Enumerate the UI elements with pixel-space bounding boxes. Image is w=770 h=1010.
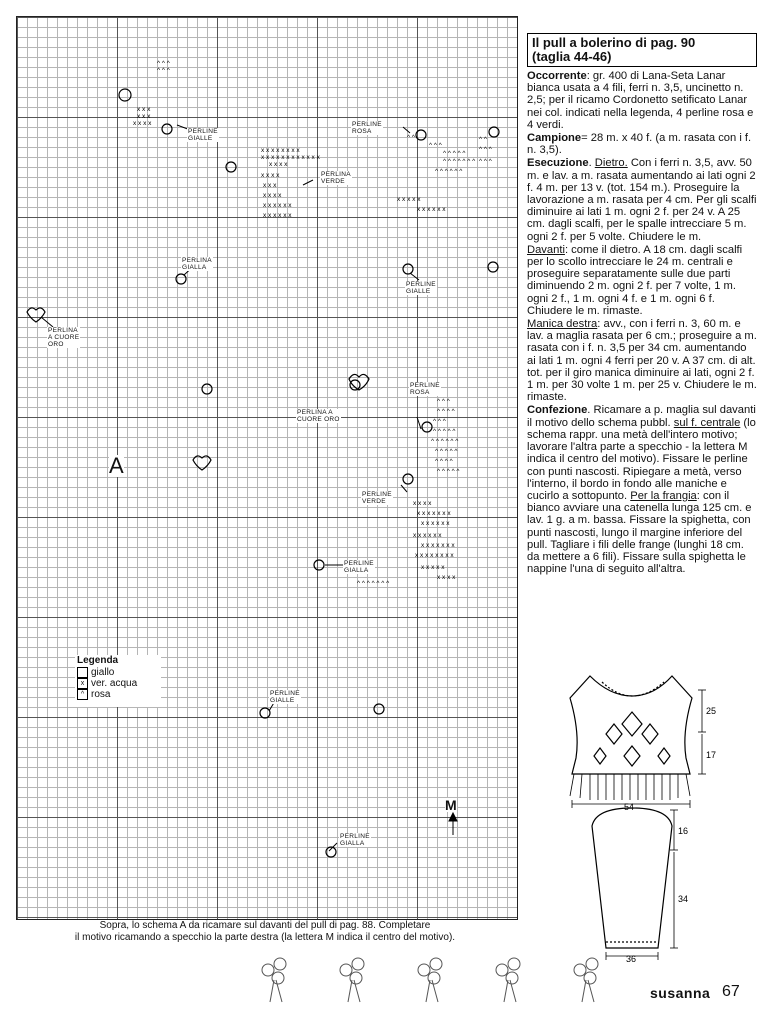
confezione-label: Confezione [527,404,588,417]
legend-label: rosa [91,689,111,700]
svg-text:x x x x x: x x x x x [421,564,445,571]
svg-text:x x x x x x: x x x x x x [421,520,450,527]
svg-text:x x x: x x x [263,182,277,189]
chart-symbols [17,17,517,919]
svg-text:^ ^ ^ ^: ^ ^ ^ ^ [435,458,453,465]
label-perlina-gialla: PERLINA GIALLA [182,257,212,271]
svg-text:x x x x: x x x x [261,172,280,179]
neckline [602,682,664,696]
label-perline-verde: PERLINE VERDE [362,491,392,505]
bead-circle [489,127,499,137]
frangia-text: : con il bianco avviare una catenella lunga 125 cm. e lav. 1 g. a m. bassa. Fissare la spighetta, con punti nascosti, lungo il margine inferiore del pull. Tagliare i fili delle frange (lunghi 18 cm. da mettere a 6 fili). Fissare sulla spighetta le nappine l'una di seguito all'altra. [527,489,752,576]
svg-text:x x x x x x: x x x x x x [413,532,442,539]
heart-shape [193,456,211,470]
label-perline-gialle: PERLINE GIALLE [188,128,218,142]
svg-text:x x x x: x x x x [413,500,432,507]
esecuzione-paragraph: Esecuzione. Dietro. Con i ferri n. 3,5, avv. 50 m. e lav. a m. rasata aumentando ai lati ogni 2 f. 4 m. per 13 v. (tot. 154 m.). Proseguire la lavorazione a m. rasata per 4 cm. Per gli scalfi diminuire ai lati 1 m. ogni 2 f. per 24 v. A 25 cm. dagli scalfi, per le spalle intrecciare 5 m. ogni 2 f. per 5 volte. Chiudere le m. [527,157,757,243]
svg-text:^ ^ ^ ^ ^: ^ ^ ^ ^ ^ [437,468,460,475]
bead-circle [226,162,236,172]
dietro-label: Dietro. [594,157,628,170]
svg-text:x x x x x x x x: x x x x x x x x [415,552,454,559]
svg-text:^ ^ ^: ^ ^ ^ [479,158,492,165]
svg-text:^ ^: ^ ^ [479,136,487,143]
svg-text:x x x x x x x: x x x x x x x [421,542,455,549]
svg-text:^ ^ ^ ^ ^ ^ ^: ^ ^ ^ ^ ^ ^ ^ [443,158,476,165]
davanti-text: : come il dietro. A 18 cm. dagli scalfi per lo scollo intrecciare le 24 m. centrali e proseguire separatamente sulle due parti diminuendo 2 m. ogni 2 f. per 7 volte, 1 m. ogni 2 f., 1 m. ogni 4 f. e 1 m. ogni 6 f. Chiudere le m. rimaste. [527,243,743,317]
bolero-outline [570,676,692,774]
garment-diagrams [540,662,740,972]
davanti-paragraph [527,244,757,317]
confezione-underline: sul f. centrale [673,416,741,429]
dim-34: 34 [678,894,689,904]
motif-diamond [594,748,606,764]
campione-text: = 28 m. x 40 f. (a m. rasata con i f. n. 3,5). [527,132,752,157]
label-perline-gialla: PERLINE GIALLA [344,560,374,574]
confezione-text: (lo schema rappr. una metà dell'intero motivo; lavorare l'altra parte a specchio - la lettera M indica il centro del motivo). Fissare le perline con punti nascosti. Ripiegare a metà, verso l'interno, il bordo in fondo alle maniche e cucirlo a sottopunto. [527,416,756,502]
legend-title: Legenda [77,655,119,666]
svg-text:^ ^ ^ ^ ^ ^ ^: ^ ^ ^ ^ ^ ^ ^ [357,580,390,587]
svg-text:x x x x x: x x x x x [397,196,421,203]
bead-circle [350,380,360,390]
occorrente-text: : gr. 400 di Lana-Seta Lanar bianca usata a 4 fili, ferri n. 3,5, uncinetto n. 2,5; per il ricamo Cordonetto setificato Lanar nei col. indicati nella legenda, 4 perline rosa e 4 verdi. [527,70,754,131]
label-perlina-cuore-oro: PERLINA A CUORE ORO [48,327,80,348]
title-line: Il pull a bolerino di pag. 90 [532,35,696,50]
occorrente-paragraph [527,70,757,131]
chart-letter-a: A [109,453,124,478]
bead-circle [176,274,186,284]
dim-16: 16 [678,826,689,836]
svg-text:x x x x: x x x x [269,161,288,168]
davanti-label: Davanti [527,243,565,256]
svg-text:x x x x x x: x x x x x x [263,212,292,219]
fringe [570,774,690,800]
svg-text:^ ^ ^: ^ ^ ^ [157,67,170,74]
heart-shape [27,308,45,322]
svg-text:x x x x: x x x x [263,192,282,199]
bead-circle [202,384,212,394]
svg-text:x x x x x x x x x x x x: x x x x x x x x x x x x [261,154,320,161]
bead-circle [403,474,413,484]
confezione-text: . Ricamare a p. maglia sul davanti il motivo dello schema pubbl. [527,404,756,429]
bead-circle [403,264,413,274]
legend-item [77,678,161,689]
dim-25: 25 [706,706,717,716]
dietro-text: Con i ferri n. 3,5, avv. 50 m. e lav. a m. rasata aumentando ai lati ogni 2 f. 4 m. per 13 v. (tot. 154 m.). Proseguire la lavorazione a m. rasata per 4 cm. Per gli scalfi diminuire ai lati 1 m. ogni 2 f. per 24 v. A 25 cm. dagli scalfi, per le spalle intrecciare 5 m. ogni 2 f. per 5 volte. Chiudere le m. [527,157,757,243]
legend-label: ver. acqua [91,678,138,689]
bead-circle [119,89,131,101]
legend-symbol: ^ [77,689,88,700]
bead-circle [260,708,270,718]
motif-diamond [658,748,670,764]
page-number: 67 [722,983,740,1000]
bead-circle [162,124,172,134]
flower-icon [262,958,286,1002]
legend-item [77,667,161,678]
svg-text:x x x x x x: x x x x x x [417,206,446,213]
campione-paragraph [527,132,757,156]
motif-diamond [622,712,642,736]
dim-54: 54 [624,802,635,812]
bead-circle [416,130,426,140]
legend-item [77,689,161,700]
chart-caption [30,920,500,944]
bead-circle [374,704,384,714]
svg-text:^ ^ ^: ^ ^ ^ [429,142,442,149]
manica-label: Manica destra [527,318,598,331]
schematic-svg [540,662,740,967]
manica-paragraph [527,318,757,403]
legend [75,655,161,707]
flower-ornaments [248,950,628,1010]
esecuzione-label: Esecuzione [527,157,589,170]
bead-circle [488,262,498,272]
instructions-column [527,33,757,576]
campione-label: Campione [527,132,582,145]
legend-symbol: x [77,678,88,689]
bead-circle [314,560,324,570]
svg-text:^ ^ ^ ^ ^: ^ ^ ^ ^ ^ [433,428,456,435]
flower-icon [496,958,520,1002]
svg-text:^ ^ ^: ^ ^ ^ [479,146,492,153]
svg-text:^ ^: ^ ^ [407,134,415,141]
flower-icon [340,958,364,1002]
flower-icon [574,958,598,1002]
svg-text:x x x: x x x [137,106,151,113]
svg-text:^ ^ ^ ^ ^: ^ ^ ^ ^ ^ [443,150,466,157]
title-size: (taglia 44-46) [532,49,612,64]
motif-diamond [624,746,640,766]
dim-17: 17 [706,750,717,760]
label-perline-gialle: PERLINE GIALLE [270,690,300,704]
label-perline-rosa: PERLINE ROSA [410,382,440,396]
embroidery-chart [16,16,518,920]
svg-text:^ ^ ^ ^ ^ ^: ^ ^ ^ ^ ^ ^ [435,168,463,175]
motif-diamond [606,724,622,744]
confezione-paragraph [527,404,757,575]
svg-text:x x x x x x x: x x x x x x x [417,510,451,517]
frangia-label: Per la frangia [630,489,697,502]
caption-line: Sopra, lo schema A da ricamare sul davanti del pull di pag. 88. Completare [99,920,431,931]
legend-label: giallo [91,667,115,678]
flower-icon [418,958,442,1002]
svg-text:x x x x: x x x x [437,574,456,581]
svg-text:^ ^ ^: ^ ^ ^ [437,398,450,405]
legend-symbol [77,667,88,678]
article-title [527,33,757,67]
label-perline-gialle: PERLINE GIALLE [406,281,436,295]
dim-36: 36 [626,954,637,964]
chart-letter-m: M [445,797,457,813]
svg-text:^ ^ ^: ^ ^ ^ [157,60,170,67]
label-perlina-verde: PERLINA VERDE [321,171,351,185]
svg-text:x x x x x x: x x x x x x [263,202,292,209]
caption-line: il motivo ricamando a specchio la parte destra (la lettera M indica il centro del motivo). [74,932,456,943]
occorrente-label: Occorrente [527,70,587,82]
svg-text:^ ^ ^ ^ ^ ^: ^ ^ ^ ^ ^ ^ [431,438,459,445]
sleeve-outline [592,808,672,948]
motif-diamond [642,724,658,744]
svg-text:^ ^ ^ ^: ^ ^ ^ ^ [437,408,455,415]
svg-text:^ ^ ^: ^ ^ ^ [433,418,446,425]
svg-text:x x x x: x x x x [133,120,152,127]
svg-text:^ ^ ^ ^ ^: ^ ^ ^ ^ ^ [435,448,458,455]
label-perlina-cuore-oro: PERLINA A CUORE ORO [297,409,340,423]
label-perline-gialla: PERLINE GIALLA [340,833,370,847]
ornament-svg [248,950,628,1005]
svg-text:x x x: x x x [137,113,151,120]
manica-text: : avv., con i ferri n. 3, 60 m. e lav. a maglia rasata per 6 cm.; proseguire a m. rasata con i f. n. 3,5 per 34 cm. aumentando ai lati 1 m. ogni 4 ferri per 20 v. A 37 cm. di alt. tot. per il giro manica diminuire ai lati, ogni 2 f. 1 m. per 30 volte 1 m. per 25 v. Chiudere le m. rimaste. [527,318,757,404]
bead-circle [422,422,432,432]
label-perline-rosa: PERLINE ROSA [352,121,382,135]
svg-text:x x x x x x x x: x x x x x x x x [261,147,300,154]
magazine-brand: susanna [650,985,711,1001]
